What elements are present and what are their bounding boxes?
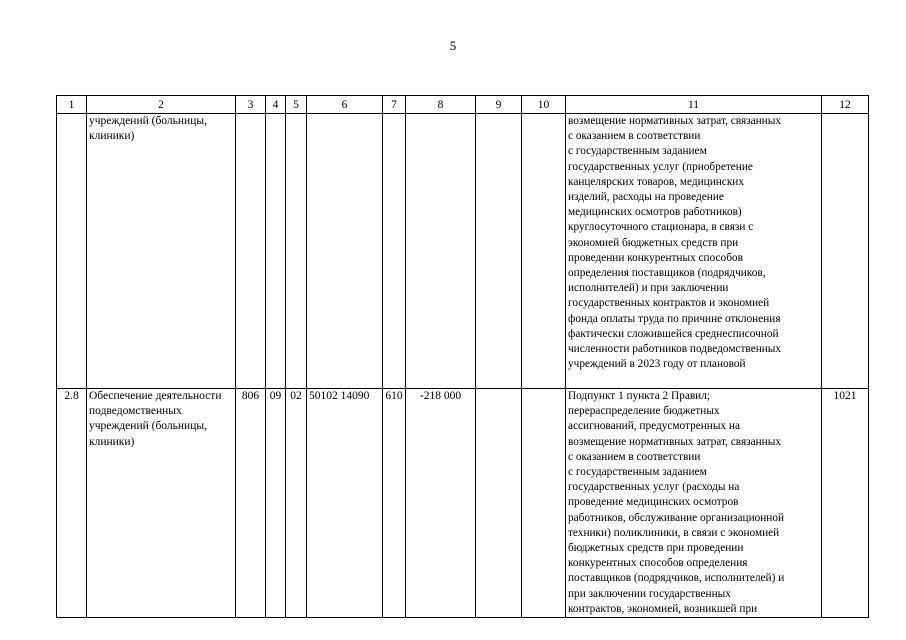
- code-cell: [236, 114, 266, 389]
- header-cell: 12: [822, 96, 869, 114]
- code-1021-cell: 1021: [822, 389, 869, 618]
- basis-description-cell: [566, 389, 822, 618]
- description-line: государственных услуг (расходы на: [568, 481, 740, 494]
- amount-cell: [406, 114, 476, 389]
- expense-type-cell: 610: [383, 389, 406, 618]
- subsection-cell: 02: [286, 389, 307, 618]
- description-line: бюджетных средств при проведении: [568, 542, 744, 555]
- subsection-cell: [286, 114, 307, 389]
- description-line: перераспределение бюджетных: [568, 405, 720, 418]
- description-line: ассигнований, предусмотренных на: [568, 420, 740, 433]
- description-line: проведении конкурентных способов: [568, 251, 743, 264]
- description-line: канцелярских товаров, медицинских: [568, 175, 744, 188]
- description-line: исполнителей) и при заключении: [568, 282, 729, 295]
- header-cell: 7: [383, 96, 406, 114]
- description-line: контрактов, экономией, возникшей при: [568, 602, 758, 615]
- row-number-cell: [57, 114, 87, 389]
- description-line: при заключении государственных: [568, 587, 731, 600]
- header-cell: 5: [286, 96, 307, 114]
- description-line: фонда оплаты труда по причине отклонения: [568, 312, 781, 325]
- column-9-cell: [476, 114, 522, 389]
- table-header-row: [57, 96, 869, 114]
- header-cell: 2: [87, 96, 236, 114]
- description-line: поставщиков (подрядчиков, исполнителей) и: [568, 572, 785, 585]
- table-row: [57, 389, 869, 618]
- header-cell: 11: [566, 96, 822, 114]
- code-cell: 806: [236, 389, 266, 618]
- description-line: медицинских осмотров работников): [568, 206, 742, 219]
- item-name-cell: учреждений (больницы, клиники): [87, 114, 236, 389]
- description-line: с государственным заданием: [568, 145, 707, 158]
- header-cell: 4: [266, 96, 286, 114]
- description-line: техники) поликлиники, в связи с экономией: [568, 526, 780, 539]
- description-line: с государственным заданием: [568, 466, 707, 479]
- table-row: [57, 114, 869, 389]
- description-line: возмещение нормативных затрат, связанных: [568, 435, 781, 448]
- target-article-cell: [307, 114, 383, 389]
- section-cell: 09: [266, 389, 286, 618]
- header-cell: 3: [236, 96, 266, 114]
- section-cell: [266, 114, 286, 389]
- expense-type-cell: [383, 114, 406, 389]
- description-line: государственных услуг (приобретение: [568, 160, 753, 173]
- description-line: экономией бюджетных средств при: [568, 236, 739, 249]
- row-number-cell: 2.8: [57, 389, 87, 618]
- header-cell: 9: [476, 96, 522, 114]
- header-cell: 1: [57, 96, 87, 114]
- item-name-cell: Обеспечение деятельности подведомственных учреждений (больницы, клиники): [87, 389, 236, 618]
- description-line: численности работников подведомственных: [568, 343, 782, 356]
- description-line: возмещение нормативных затрат, связанных: [568, 115, 781, 127]
- description-line: работников, обслуживание организационной: [568, 511, 785, 524]
- document-table: [56, 95, 869, 618]
- page-number: 5: [449, 38, 457, 53]
- description-line: конкурентных способов определения: [568, 557, 748, 570]
- description-line: с оказанием в соответствии: [568, 450, 701, 463]
- description-line: с оказанием в соответствии: [568, 130, 701, 143]
- column-9-cell: [476, 389, 522, 618]
- description-line: государственных контрактов и экономией: [568, 297, 770, 310]
- header-cell: 10: [522, 96, 566, 114]
- description-line: Подпункт 1 пункта 2 Правил;: [568, 390, 710, 402]
- basis-description-cell: [566, 114, 822, 389]
- column-10-cell: [522, 389, 566, 618]
- description-line: круглосуточного стационара, в связи с: [568, 221, 754, 234]
- description-line: учреждений в 2023 году от плановой: [568, 358, 746, 371]
- target-article-cell: 50102 14090: [307, 389, 383, 618]
- amount-cell: -218 000: [406, 389, 476, 618]
- description-line: проведение медицинских осмотров: [568, 496, 739, 509]
- column-10-cell: [522, 114, 566, 389]
- description-line: фактически сложившейся среднесписочной: [568, 327, 779, 340]
- header-cell: 8: [406, 96, 476, 114]
- description-line: определения поставщиков (подрядчиков,: [568, 267, 766, 280]
- header-cell: 6: [307, 96, 383, 114]
- code-1021-cell: [822, 114, 869, 389]
- description-line: изделий, расходы на проведение: [568, 191, 724, 204]
